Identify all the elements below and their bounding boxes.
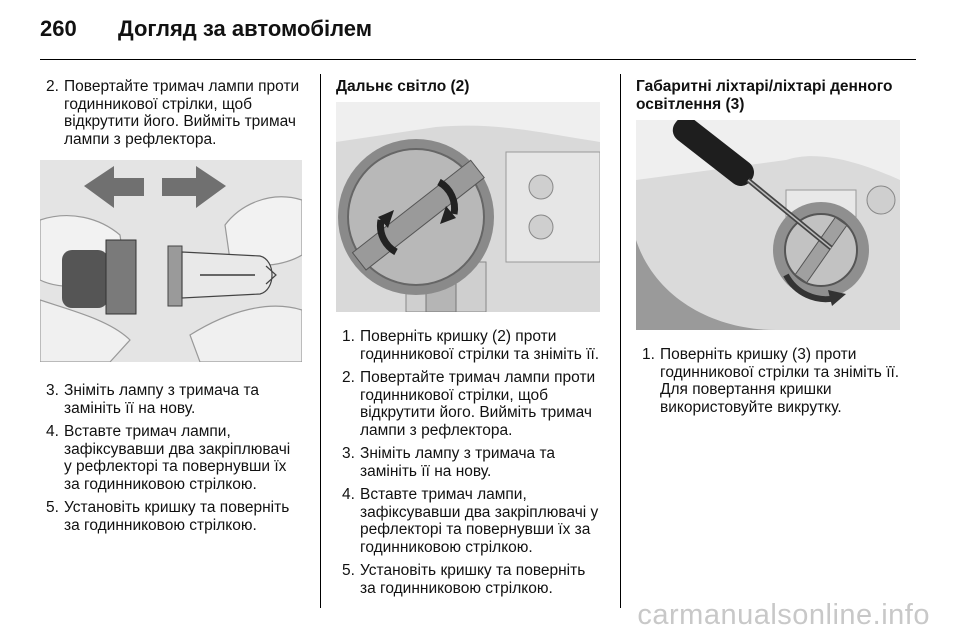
step-number: 2. — [46, 78, 59, 95]
step-text: Установіть кришку та поверніть за годинниковою стрілкою. — [360, 562, 586, 597]
step-number: 4. — [342, 486, 355, 503]
page-number: 260 — [40, 16, 77, 41]
column-3 — [636, 78, 904, 422]
list-item — [636, 346, 904, 416]
screwdriver-cover-illustration — [636, 120, 900, 330]
step-list — [40, 78, 302, 148]
step-list — [40, 382, 302, 534]
list-item — [40, 423, 302, 493]
step-number: 3. — [342, 445, 355, 462]
list-item — [336, 445, 604, 480]
list-item — [336, 369, 604, 439]
step-text: Повертайте тримач лампи проти годинникової стрілки, щоб відкрутити його. Вийміть тримач лампи з рефлектора. — [360, 369, 596, 439]
step-text: Зніміть лампу з тримача та замініть її на нову. — [64, 382, 259, 417]
column-1 — [40, 78, 302, 540]
page-header — [40, 16, 920, 54]
step-list — [636, 346, 904, 416]
section-heading: Дальнє світло (2) — [336, 78, 470, 95]
step-number: 1. — [342, 328, 355, 345]
chapter-title: Догляд за автомобілем — [118, 16, 373, 41]
high-beam-cover-illustration — [336, 102, 600, 312]
bulb-removal-illustration — [40, 160, 302, 362]
column-divider — [620, 74, 621, 608]
list-item — [336, 486, 604, 556]
list-item — [336, 562, 604, 597]
step-number: 3. — [46, 382, 59, 399]
column-divider — [320, 74, 321, 608]
step-text: Вставте тримач лампи, зафіксувавши два закріплювачі у рефлекторі та повернувши їх за годинниковою стрілкою. — [64, 423, 291, 493]
step-number: 2. — [342, 369, 355, 386]
list-item — [336, 328, 604, 363]
watermark: carmanualsonline.info — [637, 599, 930, 631]
step-text: Повертайте тримач лампи проти годинникової стрілки, щоб відкрутити його. Вийміть тримач лампи з рефлектора. — [64, 78, 300, 148]
step-text: Установіть кришку та поверніть за годинниковою стрілкою. — [64, 499, 290, 534]
column-2 — [336, 78, 604, 603]
step-text: Поверніть кришку (3) проти годинникової стрілки та зніміть її. Для повертання кришки використовуйте викрутку. — [660, 346, 900, 416]
list-item — [40, 382, 302, 417]
step-text: Поверніть кришку (2) проти годинникової стрілки та зніміть її. — [360, 328, 600, 363]
section-heading: Габаритні ліхтарі/ліхтарі денного освітлення (3) — [636, 78, 893, 113]
step-list — [336, 328, 604, 597]
step-text: Зніміть лампу з тримача та замініть її на нову. — [360, 445, 555, 480]
header-rule — [40, 59, 916, 60]
step-number: 1. — [642, 346, 655, 363]
step-number: 5. — [46, 499, 59, 516]
step-number: 4. — [46, 423, 59, 440]
step-text: Вставте тримач лампи, зафіксувавши два закріплювачі у рефлекторі та повернувши їх за годинниковою стрілкою. — [360, 486, 599, 556]
list-item — [40, 78, 302, 148]
step-number: 5. — [342, 562, 355, 579]
list-item — [40, 499, 302, 534]
